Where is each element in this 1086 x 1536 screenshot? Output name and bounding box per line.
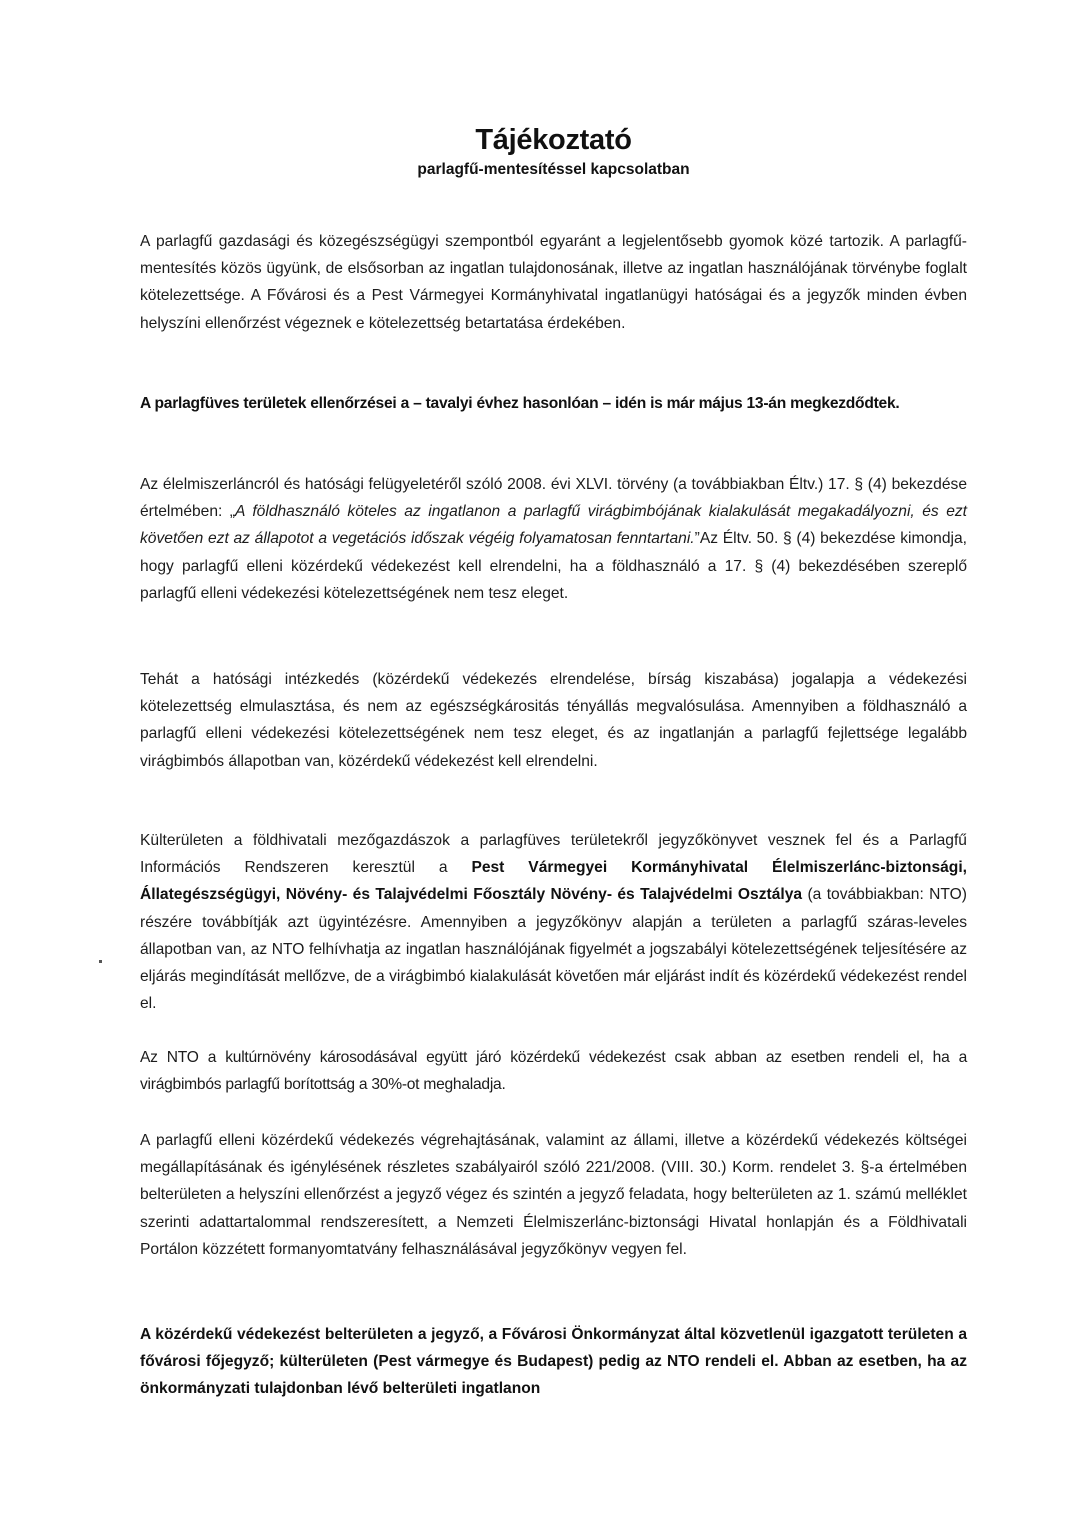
document-subtitle: parlagfű-mentesítéssel kapcsolatban — [417, 161, 690, 178]
law-reference-text: Az élelmiszerláncról és hatósági felügyeletéről szóló 2008. évi XLVI. törvény (a továbbiakban Éltv.) 17. § (4) bekezdése értelmében: „ — [140, 476, 967, 521]
paragraph-nto-threshold: Az NTO a kultúrnövény károsodásával együtt járó közérdekű védekezést csak abban az esetben rendeli el, ha a virágbimbós parlagfű borítottság a 30%-ot meghaladja. — [140, 1049, 967, 1094]
paragraph-outskirts-procedure — [140, 827, 967, 1017]
document-title: Tájékoztató — [475, 124, 632, 156]
paragraph-responsibility: A közérdekű védekezést belterületen a jegyző, a Fővárosi Önkormányzat által közvetlenül igazgatott területen a fővárosi főjegyző; külterületen (Pest vármegye és Budapest) pedig az NTO rendeli el. Abban az esetben, ha az önkormányzati tulajdonban lévő belterületi ingatlanon — [140, 1326, 967, 1398]
paragraph-decree: A parlagfű elleni közérdekű védekezés végrehajtásának, valamint az állami, illetve a közérdekű védekezés költségei megállapításának és igénylésének részletes szabályairól szóló 221/2008. (VIII. 30.) Korm. rendelet 3. §-a értelmében belterületen a helyszíni ellenőrzést a jegyző végez és szintén a jegyző feladata, hogy belterületen az 1. számú melléklet szerinti adattartalommal rendszeresített, a Nemzeti Élelmiszerlánc-biztonsági Hivatal honlapján és a Földhivatali Portálon közzétett formanyomtatvány felhasználásával jegyzőkönyv vegyen fel. — [140, 1132, 967, 1258]
outskirts-continuation-text: (a továbbiakban: NTO) részére továbbítják azt ügyintézésre. Amennyiben a jegyzőkönyv alapján a területen a parlagfű száras-leveles állapotban van, az NTO felhívhatja az ingatlan használójának figyelmét a jogszabályi kötelezettségének teljesítésére az eljárás megindítását mellőzve, de a virágbimbó kialakulását követően már eljárást indít és közérdekű védekezést rendel el. — [140, 886, 967, 1013]
law-continuation-text: ”Az Éltv. 50. § (4) bekezdése kimondja, hogy parlagfű elleni közérdekű védekezést kell elrendelni, ha a földhasználó a 17. § (4) bekezdésében szereplő parlagfű elleni védekezési kötelezettségének nem tesz eleget. — [140, 530, 967, 602]
paragraph-law-quote — [140, 471, 967, 607]
scan-speck — [99, 960, 102, 963]
paragraph-inspection-start: A parlagfüves területek ellenőrzései a – tavalyi évhez hasonlóan – idén is már május 13-án megkezdődtek. — [140, 395, 900, 412]
paragraph-intro: A parlagfű gazdasági és közegészségügyi szempontból egyaránt a legjelentősebb gyomok közé tartozik. A parlagfű-mentesítés közös ügyünk, de elsősorban az ingatlan tulajdonosának, illetve az ingatlan használójának törvénybe foglalt kötelezettsége. A Fővárosi és a Pest Vármegyei Kormányhivatal ingatlanügyi hatóságai és a jegyzők minden évben helyszíni ellenőrzést végeznek e kötelezettség betartatása érdekében. — [140, 233, 967, 332]
authority-name: Pest Vármegyei Kormányhivatal Élelmiszerlánc-biztonsági, Állategészségügyi, Növény- és Talajvédelmi Főosztály Növény- és Talajvédelmi Osztálya — [140, 859, 967, 904]
law-quote-italic: A földhasználó köteles az ingatlanon a parlagfű virágbimbójának kialakulását megakadályozni, és ezt követően ezt az állapotot a vegetációs időszak végéig folyamatosan fenntartani. — [140, 503, 967, 548]
paragraph-legal-basis: Tehát a hatósági intézkedés (közérdekű védekezés elrendelése, bírság kiszabása) jogalapja a védekezési kötelezettség elmulasztása, és nem az egészségkárositás tényállás megvalósulása. Amennyiben a földhasználó a parlagfű elleni védekezési kötelezettségének nem tesz eleget, és az ingatlanján a parlagfű fejlettsége legalább virágbimbós állapotban van, közérdekű védekezést kell elrendelni. — [140, 671, 967, 770]
outskirts-intro-text: Külterületen a földhivatali mezőgazdászok a parlagfüves területekről jegyzőkönyvet vesznek fel és a Parlagfű Információs Rendszeren keresztül a — [140, 832, 967, 877]
